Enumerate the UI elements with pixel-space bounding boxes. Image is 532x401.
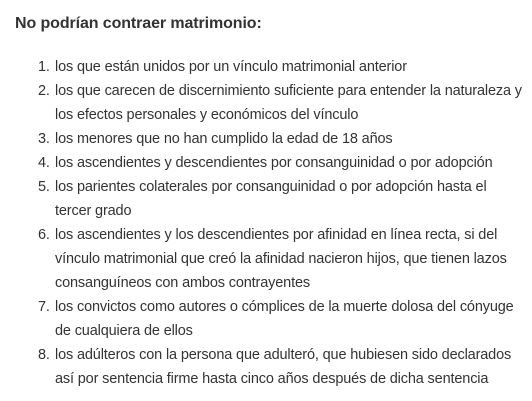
list-item-text: los adúlteros con la persona que adulteró, que hubiesen sido declarados así por sentencia firme hasta cinco años después de dicha sentencia [55, 347, 512, 387]
list-item [0, 127, 532, 151]
list-item-text: los ascendientes y descendientes por consanguinidad o por adopción [55, 155, 493, 171]
list-item [0, 223, 532, 295]
list-item-text: los convictos como autores o cómplices de la muerte dolosa del cónyuge de cualquiera de ellos [55, 299, 514, 339]
list-item-number: 2. [38, 83, 50, 99]
impediments-list [0, 55, 532, 391]
list-item-number: 8. [38, 347, 50, 363]
list-item [0, 343, 532, 391]
list-item-number: 4. [38, 155, 50, 171]
list-item [0, 151, 532, 175]
list-item-number: 3. [38, 131, 50, 147]
list-item-number: 1. [38, 59, 50, 75]
list-item-text: los parientes colaterales por consanguinidad o por adopción hasta el tercer grado [55, 179, 487, 219]
section-heading: No podrían contraer matrimonio: [15, 15, 262, 32]
list-item-text: los ascendientes y los descendientes por afinidad en línea recta, si del vínculo matrimonial que creó la afinidad nacieron hijos, que tienen lazos consanguíneos con ambos contrayentes [55, 227, 507, 291]
list-item [0, 295, 532, 343]
list-item-text: los que carecen de discernimiento suficiente para entender la naturaleza y los efectos personales y económicos del vínculo [55, 83, 522, 123]
list-item-text: los menores que no han cumplido la edad de 18 años [55, 131, 393, 147]
list-item [0, 79, 532, 127]
list-item-number: 6. [38, 227, 50, 243]
list-item [0, 175, 532, 223]
list-item-number: 5. [38, 179, 50, 195]
list-item-text: los que están unidos por un vínculo matrimonial anterior [55, 59, 407, 75]
list-item-number: 7. [38, 299, 50, 315]
list-item [0, 55, 532, 79]
